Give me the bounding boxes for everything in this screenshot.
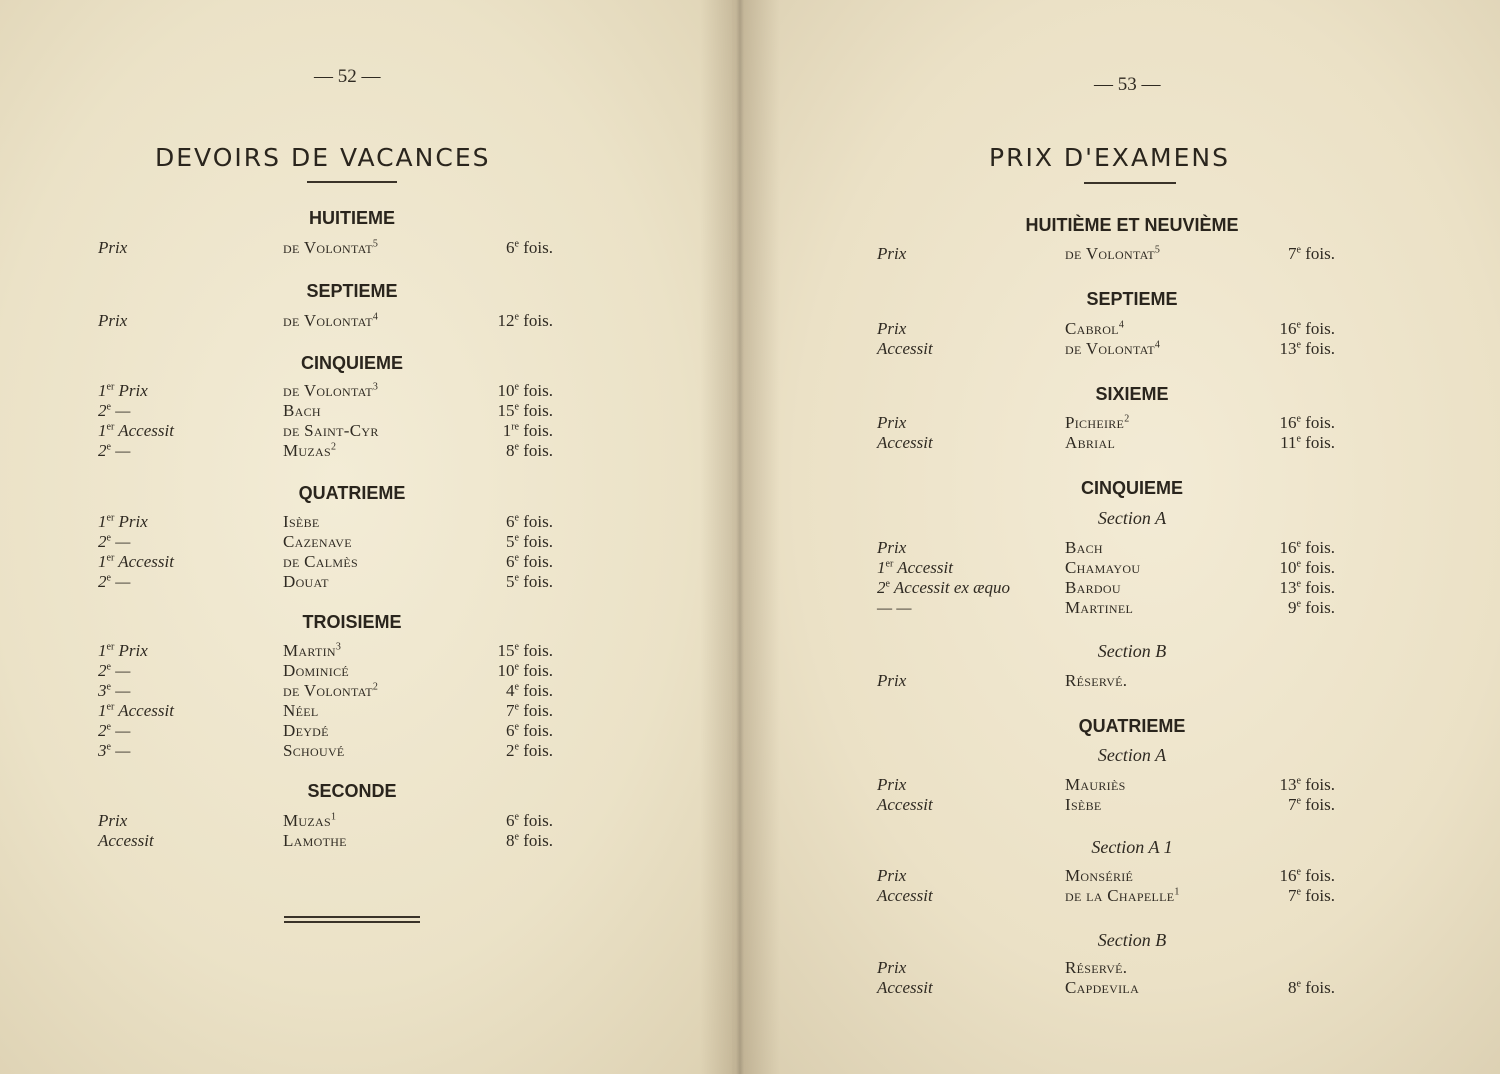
award-label: Prix xyxy=(877,244,907,263)
student-name: Abrial xyxy=(1065,433,1116,452)
award-label: — — xyxy=(877,598,912,617)
student-name: de Calmès xyxy=(283,552,358,571)
student-name: de la Chapelle$^1$ xyxy=(1065,886,1180,905)
student-name: Muzas$^2$ xyxy=(283,441,337,460)
student-name: Isèbe xyxy=(1065,795,1102,814)
award-label: Prix xyxy=(877,319,907,338)
award-label: 1er Accessit xyxy=(98,552,174,571)
footnote-marker: 4 xyxy=(1154,339,1161,351)
student-name: Bach xyxy=(283,401,321,420)
section-subheading: Section A xyxy=(1097,745,1167,765)
award-row xyxy=(877,795,1347,815)
footnote-marker: 2 xyxy=(330,441,337,453)
award-label: Prix xyxy=(877,413,907,432)
award-row xyxy=(98,641,618,661)
student-name: Chamayou xyxy=(1065,558,1141,577)
times-count: 6e fois. xyxy=(506,238,553,257)
award-row xyxy=(877,775,1347,795)
student-name: Dominicé xyxy=(283,661,350,680)
award-label: 2e — xyxy=(98,661,131,680)
award-label: 1er Accessit xyxy=(877,558,953,577)
times-count: 6e fois. xyxy=(506,552,553,571)
student-name: Réservé. xyxy=(1065,671,1128,690)
student-name: Cazenave xyxy=(283,532,352,551)
footnote-marker: 3 xyxy=(335,641,342,653)
award-row xyxy=(98,681,618,701)
section-subheading: Section B xyxy=(1097,641,1167,661)
student-name: Douat xyxy=(283,572,329,591)
student-name: de Volontat$^5$ xyxy=(283,238,379,257)
award-row xyxy=(98,661,618,681)
section-subheading: Section B xyxy=(1097,930,1167,950)
award-row xyxy=(877,866,1347,886)
student-name: Picheire$^2$ xyxy=(1065,413,1130,432)
student-name: Néel xyxy=(283,701,319,720)
title-rule xyxy=(307,181,397,183)
times-count: 13e fois. xyxy=(1279,578,1335,597)
award-label: Prix xyxy=(877,538,907,557)
student-name: de Volontat$^2$ xyxy=(283,681,379,700)
award-label: 1er Accessit xyxy=(98,421,174,440)
award-row xyxy=(877,319,1347,339)
times-count: 2e fois. xyxy=(506,741,553,760)
award-label: 2e — xyxy=(98,572,131,591)
times-count: 12e fois. xyxy=(497,311,553,330)
page-title: PRIX D'EXAMENS xyxy=(989,143,1230,172)
times-count: 10e fois. xyxy=(1279,558,1335,577)
left-page xyxy=(0,0,748,1074)
section-subheading: Section A 1 xyxy=(1091,837,1173,857)
times-count: 7e fois. xyxy=(1288,244,1335,263)
award-row xyxy=(877,598,1347,618)
award-row xyxy=(877,538,1347,558)
times-count: 16e fois. xyxy=(1279,319,1335,338)
times-count: 16e fois. xyxy=(1279,866,1335,885)
award-row xyxy=(877,244,1347,264)
award-row xyxy=(98,831,618,851)
award-row xyxy=(98,381,618,401)
award-label: Prix xyxy=(877,866,907,885)
times-count: 8e fois. xyxy=(506,831,553,850)
award-label: Accessit xyxy=(877,795,933,814)
student-name: de Volontat$^4$ xyxy=(283,311,379,330)
student-name: de Volontat$^4$ xyxy=(1065,339,1161,358)
award-label: 2e — xyxy=(98,401,131,420)
footnote-marker: 1 xyxy=(330,811,337,823)
footnote-marker: 2 xyxy=(372,681,379,693)
student-name: de Volontat$^3$ xyxy=(283,381,379,400)
award-row xyxy=(877,886,1347,906)
award-label: 2e — xyxy=(98,441,131,460)
student-name: Monsérié xyxy=(1065,866,1134,885)
times-count: 15e fois. xyxy=(497,401,553,420)
times-count: 6e fois. xyxy=(506,721,553,740)
award-label: Prix xyxy=(98,311,128,330)
times-count: 7e fois. xyxy=(1288,886,1335,905)
award-row xyxy=(877,978,1347,998)
section-heading: TROISIEME xyxy=(302,612,402,632)
times-count: 1re fois. xyxy=(502,421,553,440)
award-row xyxy=(98,421,618,441)
end-rule-bottom xyxy=(284,921,420,923)
times-count: 6e fois. xyxy=(506,811,553,830)
student-name: Cabrol$^4$ xyxy=(1065,319,1125,338)
title-rule xyxy=(1084,182,1176,184)
page-number: — 52 — xyxy=(314,66,381,87)
right-page xyxy=(732,0,1500,1074)
footnote-marker: 4 xyxy=(372,311,379,323)
end-rule-top xyxy=(284,916,420,918)
award-label: Prix xyxy=(877,775,907,794)
student-name: Mauriès xyxy=(1065,775,1126,794)
student-name: Bardou xyxy=(1065,578,1121,597)
section-heading: QUATRIEME xyxy=(1078,716,1186,736)
page-number: — 53 — xyxy=(1094,74,1161,95)
times-count: 6e fois. xyxy=(506,512,553,531)
times-count: 5e fois. xyxy=(506,572,553,591)
times-count: 10e fois. xyxy=(497,381,553,400)
times-count: 7e fois. xyxy=(506,701,553,720)
student-name: de Saint-Cyr xyxy=(283,421,379,440)
award-row xyxy=(877,433,1347,453)
award-row xyxy=(98,572,618,592)
footnote-marker: 2 xyxy=(1124,413,1130,425)
award-row xyxy=(877,578,1347,598)
section-heading: SEPTIEME xyxy=(1086,289,1178,309)
times-count: 4e fois. xyxy=(506,681,553,700)
section-heading: HUITIEME xyxy=(308,208,395,228)
footnote-marker: 3 xyxy=(372,381,379,393)
award-label: 3e — xyxy=(98,741,131,760)
award-row xyxy=(98,701,618,721)
section-heading: CINQUIEME xyxy=(300,353,403,373)
section-heading: SIXIEME xyxy=(1095,384,1169,404)
times-count: 10e fois. xyxy=(497,661,553,680)
times-count: 5e fois. xyxy=(506,532,553,551)
times-count: 16e fois. xyxy=(1279,413,1335,432)
award-label: 3e — xyxy=(98,681,131,700)
times-count: 15e fois. xyxy=(497,641,553,660)
award-label: Accessit xyxy=(877,886,933,905)
award-row xyxy=(98,811,618,831)
times-count: 13e fois. xyxy=(1279,775,1335,794)
section-subheading: Section A xyxy=(1097,508,1167,528)
award-label: Prix xyxy=(877,958,907,977)
footnote-marker: 5 xyxy=(372,238,379,250)
award-label: Accessit xyxy=(98,831,154,850)
award-label: 2e — xyxy=(98,532,131,551)
times-count: 13e fois. xyxy=(1279,339,1335,358)
award-label: Prix xyxy=(877,671,907,690)
award-row xyxy=(98,512,618,532)
award-row xyxy=(877,958,1347,978)
student-name: Bach xyxy=(1065,538,1103,557)
book-gutter xyxy=(700,0,780,1074)
student-name: Martin$^3$ xyxy=(283,641,342,660)
times-count: 8e fois. xyxy=(1288,978,1335,997)
award-row xyxy=(98,441,618,461)
page-title: DEVOIRS DE VACANCES xyxy=(155,143,491,172)
award-label: 2e Accessit ex æquo xyxy=(877,578,1011,597)
award-label: Accessit xyxy=(877,339,933,358)
award-row xyxy=(98,532,618,552)
award-label: 1er Prix xyxy=(98,641,148,660)
student-name: Lamothe xyxy=(283,831,347,850)
award-label: Prix xyxy=(98,811,128,830)
footnote-marker: 1 xyxy=(1174,886,1180,898)
times-count: 7e fois. xyxy=(1288,795,1335,814)
award-row xyxy=(877,339,1347,359)
section-heading: CINQUIEME xyxy=(1080,478,1183,498)
award-row xyxy=(98,238,618,258)
student-name: Schouvé xyxy=(283,741,345,760)
award-row xyxy=(877,558,1347,578)
award-label: Accessit xyxy=(877,433,933,452)
award-label: 1er Prix xyxy=(98,381,148,400)
times-count: 11e fois. xyxy=(1280,433,1335,452)
section-heading: SECONDE xyxy=(307,781,397,801)
student-name: de Volontat$^5$ xyxy=(1065,244,1161,263)
award-row xyxy=(98,552,618,572)
student-name: Deydé xyxy=(283,721,329,740)
times-count: 9e fois. xyxy=(1288,598,1335,617)
award-row xyxy=(98,311,618,331)
student-name: Réservé. xyxy=(1065,958,1128,977)
times-count: 8e fois. xyxy=(506,441,553,460)
section-heading: SEPTIEME xyxy=(306,281,398,301)
student-name: Muzas$^1$ xyxy=(283,811,337,830)
award-label: 1er Prix xyxy=(98,512,148,531)
award-row xyxy=(98,401,618,421)
award-label: 1er Accessit xyxy=(98,701,174,720)
times-count: 16e fois. xyxy=(1279,538,1335,557)
footnote-marker: 5 xyxy=(1154,244,1161,256)
award-label: Accessit xyxy=(877,978,933,997)
footnote-marker: 4 xyxy=(1118,319,1125,331)
award-row xyxy=(98,721,618,741)
award-label: 2e — xyxy=(98,721,131,740)
award-row xyxy=(877,671,1347,691)
award-row xyxy=(877,413,1347,433)
student-name: Isèbe xyxy=(283,512,320,531)
award-label: Prix xyxy=(98,238,128,257)
student-name: Martinel xyxy=(1065,598,1134,617)
section-heading: QUATRIEME xyxy=(298,483,406,503)
student-name: Capdevila xyxy=(1065,978,1140,997)
award-row xyxy=(98,741,618,761)
section-heading: HUITIÈME ET NEUVIÈME xyxy=(1025,215,1239,235)
